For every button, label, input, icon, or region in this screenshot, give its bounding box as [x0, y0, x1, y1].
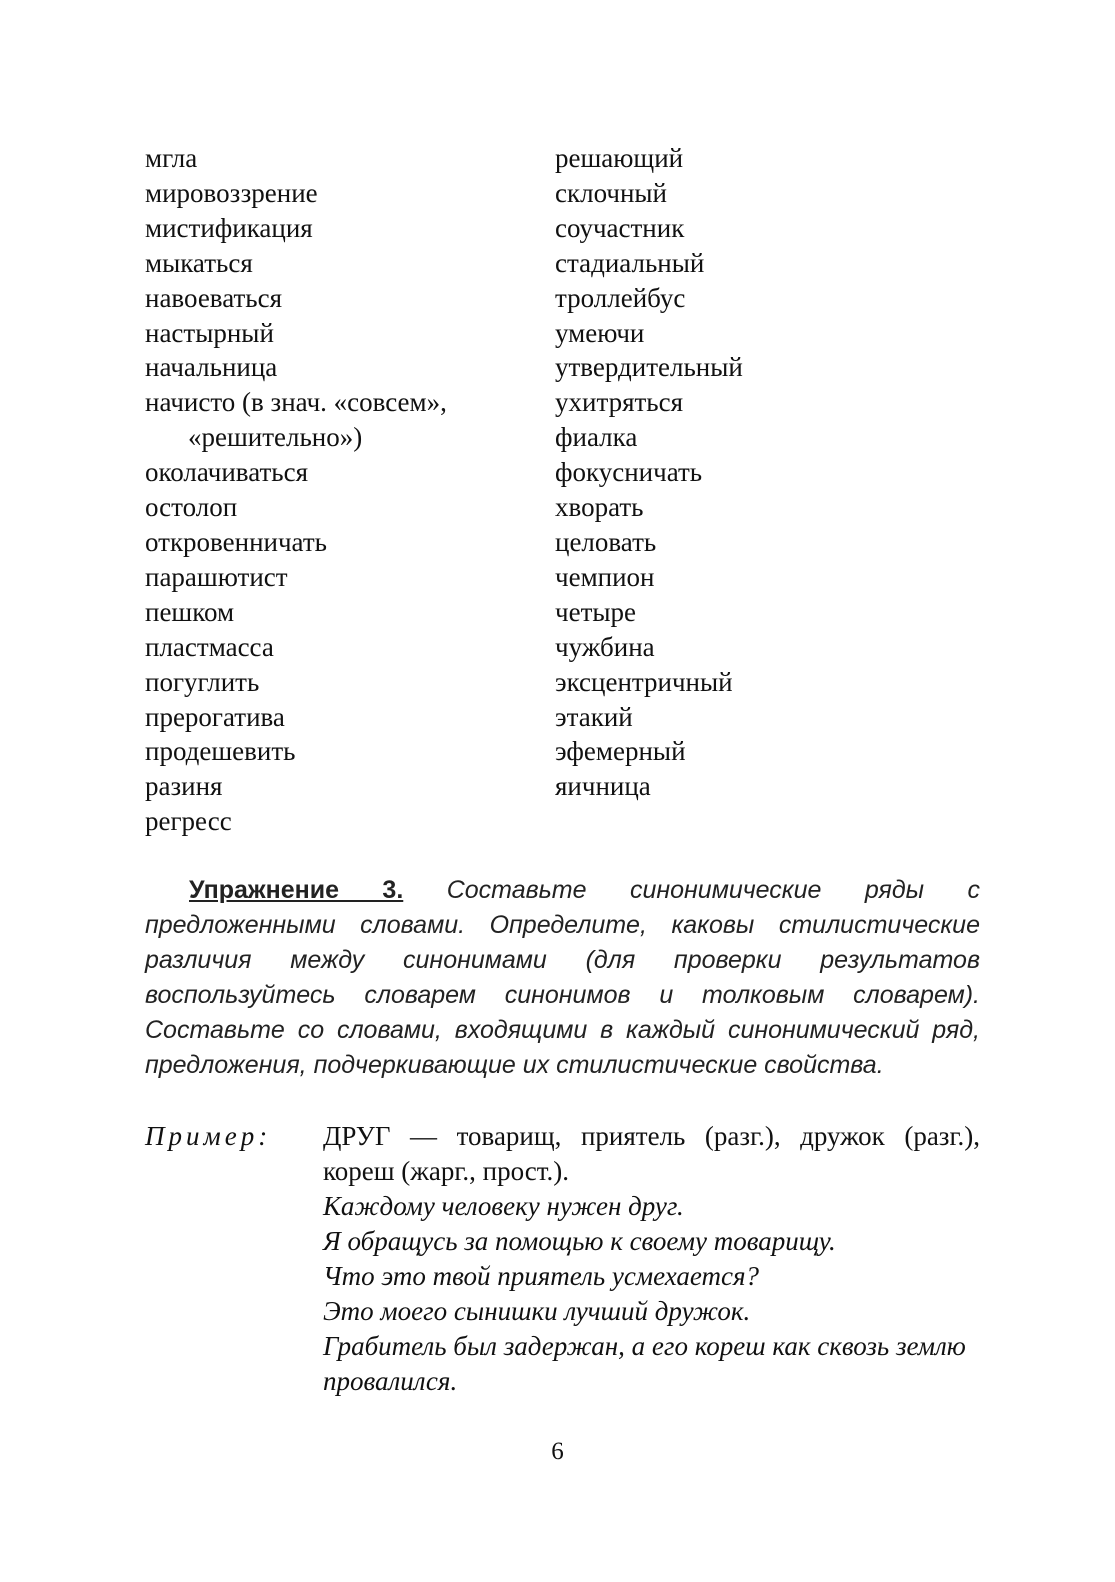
word-item: фиалка: [555, 422, 638, 453]
word-item: настырный: [145, 317, 274, 348]
word-item: погуглить: [145, 666, 260, 697]
word-item: пешком: [145, 596, 235, 627]
exercise-paragraph: [145, 873, 980, 1083]
word-item: ухитряться: [555, 387, 684, 418]
example-body: [323, 1119, 980, 1399]
word-item: умеючи: [555, 317, 645, 348]
example-label: Пример:: [145, 1121, 272, 1151]
word-item: начисто (в знач. «совсем»,: [145, 387, 447, 418]
word-item: яичница: [555, 771, 651, 802]
word-item: навоеваться: [145, 282, 283, 313]
word-item: мыкаться: [145, 247, 253, 278]
word-item-continuation: [145, 420, 525, 455]
word-item: околачиваться: [145, 457, 308, 488]
word-item: парашютист: [145, 561, 288, 592]
word-item: утвердительный: [555, 352, 743, 383]
word-item: мистификация: [145, 212, 313, 243]
word-item: решающий: [555, 143, 684, 173]
word-item: эксцентричный: [555, 666, 733, 697]
example-head: ДРУГ — товарищ, приятель (разг.), дружок (разг.), кореш (жарг., прост.).: [323, 1121, 980, 1186]
exercise-text: Составьте синонимические ряды с предложенными словами. Определите, каковы стилистические различия между синонимами (для проверки результатов воспользуйтесь словарем синонимов и толковым словарем). Составьте со словами, входящими в каждый синонимический ряд, предложения, подчеркивающие их стилистические свойства.: [145, 876, 980, 1079]
word-list-left: [145, 141, 525, 839]
word-item: соучастник: [555, 212, 685, 243]
example-sentence: Грабитель был задержан, а его кореш как сквозь землю провалился.: [323, 1331, 966, 1396]
word-item: начальница: [145, 352, 278, 383]
word-item: фокусничать: [555, 457, 703, 488]
example-sentence: Я обращусь за помощью к своему товарищу.: [323, 1226, 836, 1256]
word-item: стадиальный: [555, 247, 705, 278]
word-list-right: [555, 141, 955, 804]
word-item: четыре: [555, 596, 636, 627]
word-item: мгла: [145, 143, 198, 173]
word-item: мировоззрение: [145, 177, 318, 208]
word-item: пластмасса: [145, 631, 274, 662]
example-sentence: Что это твой приятель усмехается?: [323, 1261, 760, 1291]
word-item: хворать: [555, 492, 644, 523]
word-item: разиня: [145, 771, 223, 802]
word-item: троллейбус: [555, 282, 686, 313]
word-item: регресс: [145, 806, 232, 837]
example-sentence: Это моего сынишки лучший дружок.: [323, 1296, 751, 1326]
word-item: этакий: [555, 701, 633, 732]
word-continuation-text: «решительно»): [188, 422, 363, 453]
page-number: 6: [551, 1438, 564, 1465]
word-item: склочный: [555, 177, 667, 208]
word-item: прерогатива: [145, 701, 285, 732]
word-item: чужбина: [555, 631, 655, 662]
word-item: продешевить: [145, 736, 296, 767]
example-sentence: Каждому человеку нужен друг.: [323, 1191, 684, 1221]
word-item: целовать: [555, 526, 657, 557]
exercise-title: Упражнение 3.: [189, 876, 404, 904]
word-item: остолоп: [145, 492, 238, 523]
word-item: эфемерный: [555, 736, 686, 767]
word-item: откровенничать: [145, 526, 327, 557]
word-item: чемпион: [555, 561, 655, 592]
